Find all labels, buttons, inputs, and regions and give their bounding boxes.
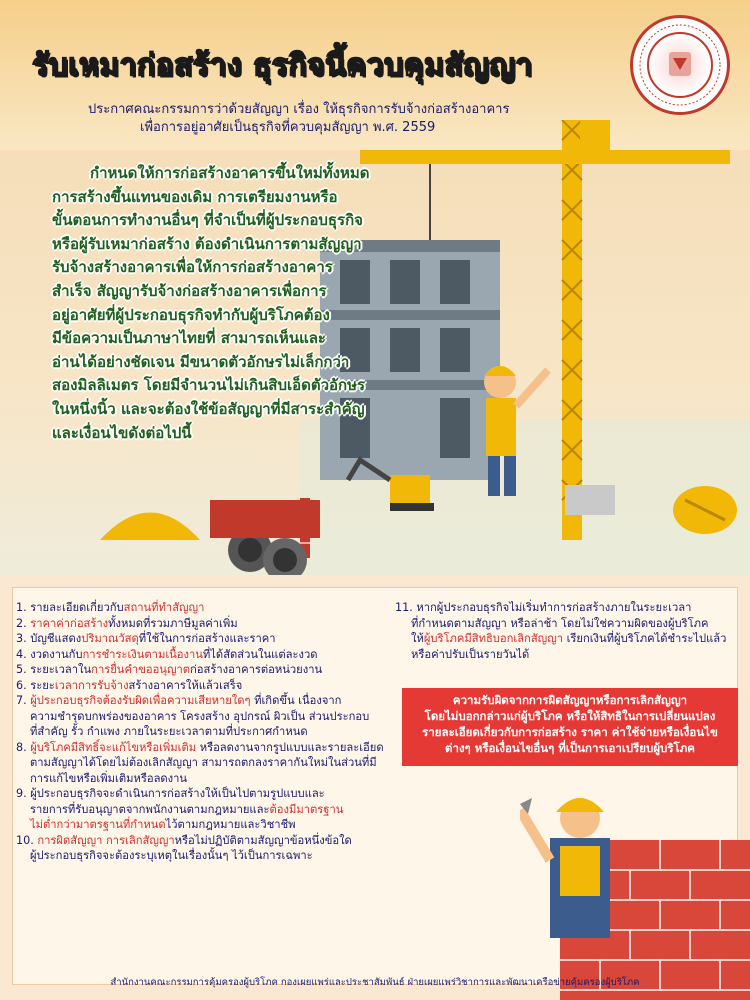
list-item: 4. งวดงานกับการชำระเงินตามเนื้องานที่ได้สัดส่วนในแต่ละงวด	[16, 647, 318, 661]
list-item: 10. การผิดสัญญา การเลิกสัญญาหรือไม่ปฏิบัติตามสัญญาข้อหนึ่งข้อใด ผู้ประกอบธุรกิจจะต้องระบุเหตุในเรื่องนั้นๆ ไว้เป็นการเฉพาะ	[16, 833, 352, 862]
intro-line: สองมิลลิเมตร โดยมีจำนวนไม่เกินสิบเอ็ดตัวอักษร	[52, 376, 366, 395]
intro-line: รับจ้างสร้างอาคารเพื่อให้การก่อสร้างอาคาร	[52, 258, 333, 277]
subtitle-line-1: ประกาศคณะกรรมการว่าด้วยสัญญา เรื่อง ให้ธุรกิจการรับจ้างก่อสร้างอาคาร	[88, 102, 510, 117]
ocpb-seal-logo	[630, 15, 730, 115]
seal-ring	[633, 18, 727, 112]
conditions-list	[16, 600, 391, 864]
footer-credit: สำนักงานคณะกรรมการคุ้มครองผู้บริโภค กองเผยแพร่และประชาสัมพันธ์ ฝ่ายเผยแพร่วิชาการและพัฒนาเครือข่ายคุ้มครองผู้บริโภค	[110, 977, 640, 988]
intro-line: สำเร็จ สัญญารับจ้างก่อสร้างอาคารเพื่อการ	[52, 281, 327, 300]
list-item: 8. ผู้บริโภคมีสิทธิ์จะแก้ไขหรือเพิ่มเติม หรือลดงานจากรูปแบบและรายละเอียด ตามสัญญาได้โดยไม่ต้องเลิกสัญญา สามารถตกลงราคากันใหม่ในส่วนที่มี การแก้ไขหรือเพิ่มเติมหรือลดงาน	[16, 740, 384, 785]
list-item: 5. ระยะเวลาในการยื่นคำขออนุญาตก่อสร้างอาคารต่อหน่วยงาน	[16, 663, 323, 676]
intro-line: และเงื่อนไขดังต่อไปนี้	[52, 423, 192, 442]
intro-line: อยู่อาศัยที่ผู้ประกอบธุรกิจทำกับผู้บริโภคต้อง	[52, 305, 330, 324]
intro-line: กำหนดให้การก่อสร้างอาคารขึ้นใหม่ทั้งหมด	[90, 164, 370, 182]
bricklayer-illustration	[520, 790, 750, 1000]
concrete-mixer-icon	[673, 486, 737, 534]
warning-line: ความรับผิดจากการผิดสัญญาหรือการเลิกสัญญา	[452, 693, 688, 707]
condition-item-11: 11. หากผู้ประกอบธุรกิจไม่เริ่มทำการก่อสร้างภายในระยะเวลา ที่กำหนดตามสัญญา หรือล่าช้า โดยไม่ใช่ความผิดของผู้บริโภค ให้ผู้บริโภคมีสิทธิบอกเลิกสัญญา เรียกเงินที่ผู้บริโภคได้ชำระไปแล้ว หรือค่าปรับเป็นรายวันได้	[395, 601, 727, 661]
intro-line: มีข้อความเป็นภาษาไทยที่ สามารถเห็นและ	[52, 329, 326, 348]
page-title: รับเหมาก่อสร้าง ธุรกิจนี้ควบคุมสัญญา	[32, 48, 533, 83]
list-item: 6. ระยะเวลาการรับจ้างสร้างอาคารให้แล้วเสร็จ	[16, 678, 243, 692]
subtitle-line-2: เพื่อการอยู่อาศัยเป็นธุรกิจที่ควบคุมสัญญา พ.ศ. 2559	[140, 120, 436, 135]
sand-pile-icon	[100, 513, 200, 541]
list-item: 9. ผู้ประกอบธุรกิจจะดำเนินการก่อสร้างให้เป็นไปตามรูปแบบและ รายการที่รับอนุญาตจากพนักงานตามกฎหมายและต้องมีมาตรฐาน ไม่ต่ำกว่ามาตรฐานที่กำหนดไว้ตามกฎหมายและวิชาชีพ	[16, 787, 344, 831]
list-item: 1. รายละเอียดเกี่ยวกับสถานที่ทำสัญญา	[16, 601, 205, 614]
concrete-block-icon	[565, 485, 615, 515]
intro-paragraph	[52, 162, 412, 445]
intro-line: อ่านได้อย่างชัดเจน มีขนาดตัวอักษรไม่เล็กกว่า	[52, 352, 350, 371]
intro-line: การสร้างขึ้นแทนของเดิม การเตรียมงานหรือ	[52, 187, 338, 206]
intro-line: ในหนึ่งนิ้ว และจะต้องใช้ข้อสัญญาที่มีสาระสำคัญ	[52, 399, 365, 418]
bricklayer-worker-icon	[520, 798, 610, 938]
intro-line: ขั้นตอนการทำงานอื่นๆ ที่จำเป็นที่ผู้ประกอบธุรกิจ	[52, 211, 363, 230]
intro-line: หรือผู้รับเหมาก่อสร้าง ต้องดำเนินการตามสัญญา	[52, 234, 362, 253]
warning-line: โดยไม่บอกกล่าวแก่ผู้บริโภค หรือให้สิทธิในการเปลี่ยนแปลง	[424, 709, 716, 723]
list-item: 3. บัญชีแสดงปริมาณวัสดุที่ใช้ในการก่อสร้างและราคา	[16, 632, 276, 645]
list-item: 2. ราคาค่าก่อสร้างทั้งหมดที่รวมภาษีมูลค่าเพิ่ม	[16, 616, 238, 630]
warning-line: ต่างๆ หรือเงื่อนไขอื่นๆ ที่เป็นการเอาเปรียบผู้บริโภค	[445, 741, 695, 755]
prohibited-terms-box	[402, 688, 738, 766]
list-item: 7. ผู้ประกอบธุรกิจต้องรับผิดเพื่อความเสียหายใดๆ ที่เกิดขึ้น เนื่องจาก ความชำรุดบกพร่องของอาคาร โครงสร้าง อุปกรณ์ ผิวเป็น ส่วนประกอบ ที่สำคัญ รั้ว กำแพง ภายในระยะเวลาตามที่ประกาศกำหนด	[16, 694, 370, 738]
materials-pile-illustration	[100, 480, 320, 590]
warning-line: รายละเอียดเกี่ยวกับการก่อสร้าง ราคา ค่าใช้จ่ายหรือเงื่อนไข	[422, 725, 718, 739]
